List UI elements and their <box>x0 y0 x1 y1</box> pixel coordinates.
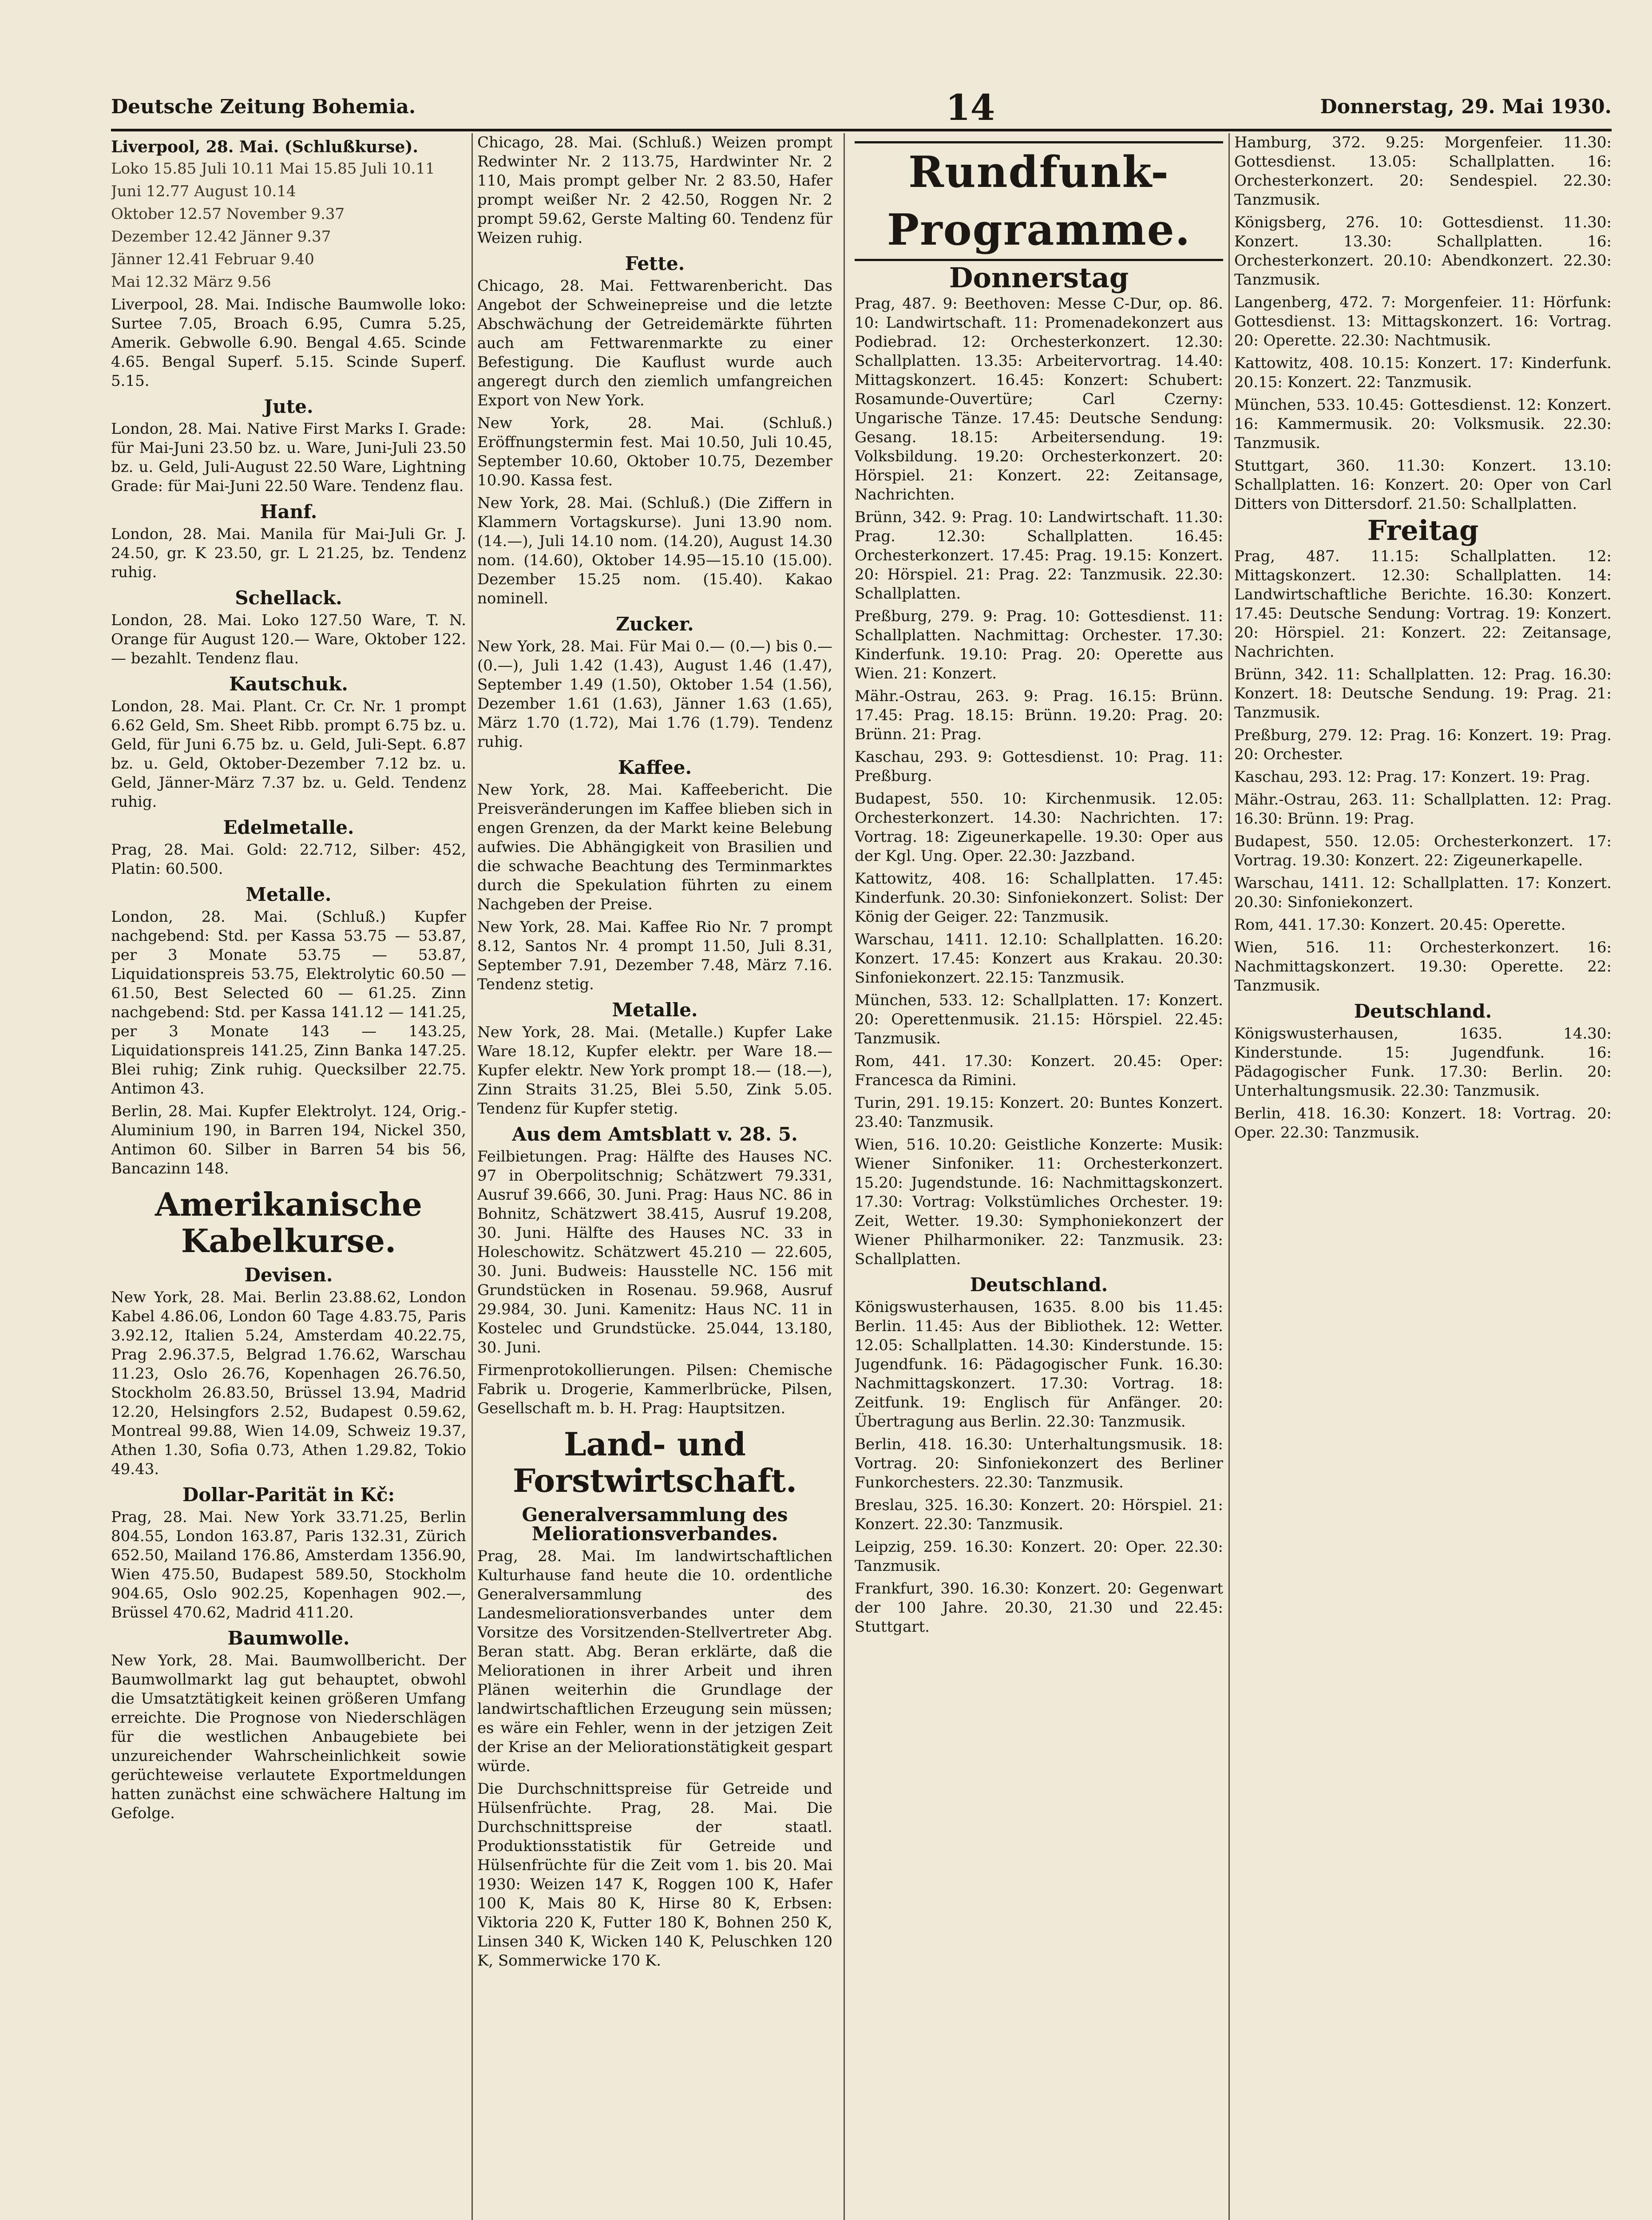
article-text: Chicago, 28. Mai. (Schluß.) Weizen prompt Redwinter Nr. 2 113.75, Hardwinter Nr. 2 110, Mais prompt gelber Nr. 2 83.50, Hafer prompt weißer Nr. 2 42.50, Roggen Nr. 2 prompt 59.62, Gerste Malting 60. Tendenz für Weizen ruhig. <box>477 134 832 247</box>
program-entry: Wien, 516. 11: Orchesterkonzert. 16: Nachmittagskonzert. 19.30: Operette. 22: Tanzmusik. <box>1234 939 1612 995</box>
section-heading: Deutschland. <box>970 1274 1108 1296</box>
article-text: London, 28. Mai. Plant. Cr. Cr. Nr. 1 prompt 6.62 Geld, Sm. Sheet Ribb. prompt 6.75 bz. u. Geld, für Juni 6.75 bz. u. Geld, Juli-Sept. 6.87 bz. u. Geld, Oktober-Dezember 7.12 bz. u. Geld, Jänner-März 7.37 bz. u. Geld. Tendenz ruhig. <box>111 698 466 811</box>
day-heading: Freitag <box>1367 514 1479 547</box>
column-divider <box>1228 133 1230 2220</box>
article-text: Prag, 28. Mai. New York 33.71.25, Berlin 804.55, London 163.87, Paris 132.31, Zürich 652.50, Mailand 176.86, Amsterdam 1356.90, Wien 475.50, Budapest 589.50, Stockholm 904.65, Oslo 902.25, Kopenhagen 902.—, Brüssel 470.62, Madrid 411.20. <box>111 1508 466 1621</box>
article-text: Prag, 28. Mai. Gold: 22.712, Silber: 452, Platin: 60.500. <box>111 841 466 878</box>
article-text: New York, 28. Mai. Kaffee Rio Nr. 7 prompt 8.12, Santos Nr. 4 prompt 11.50, Juli 8.31, September 7.91, Dezember 7.48, März 7.16. Tendenz stetig. <box>477 918 832 993</box>
market-heading: Liverpool, 28. Mai. (Schlußkurse). <box>111 138 418 156</box>
section-heading: Edelmetalle. <box>223 817 354 838</box>
page-header <box>111 87 1612 127</box>
header-rule <box>111 129 1612 131</box>
program-entry: Brünn, 342. 11: Schallplatten. 12: Prag. 16.30: Konzert. 18: Deutsche Sendung. 19: Prag. 21: Tanzmusik. <box>1234 666 1612 722</box>
market-line: Loko 15.85 Juli 10.11 Mai 15.85 Juli 10.11 <box>111 160 435 178</box>
program-entry: Rom, 441. 17.30: Konzert. 20.45: Operette. <box>1234 916 1566 934</box>
section-heading: Kautschuk. <box>229 673 348 695</box>
market-line: Dezember 12.42 Jänner 9.37 <box>111 228 331 246</box>
section-heading: Kaffee. <box>618 757 692 778</box>
program-entry: Breslau, 325. 16.30: Konzert. 20: Hörspiel. 21: Konzert. 22.30: Tanzmusik. <box>855 1496 1223 1533</box>
article-text: London, 28. Mai. Native First Marks I. Grade: für Mai-Juni 23.50 bz. u. Ware, Juni-Juli 23.50 bz. u. Geld, Juli-August 22.50 Ware, Lightning Grade: für Mai-Juni 22.50 Ware. Tendenz flau. <box>111 420 466 495</box>
section-heading: Devisen. <box>244 1264 333 1286</box>
section-title: Land- und Forstwirtschaft. <box>512 1425 797 1499</box>
article-text: Die Durchschnittspreise für Getreide und Hülsenfrüchte. Prag, 28. Mai. Die Durchschnittspreise der staatl. Produktionsstatistik für Getreide und Hülsenfrüchte für die Zeit vom 1. bis 20. Mai 1930: Weizen 147 K, Roggen 100 K, Hafer 100 K, Mais 80 K, Hirse 80 K, Erbsen: Viktoria 220 K, Futter 180 K, Bohnen 250 K, Linsen 340 K, Wicken 140 K, Peluschken 120 K, Sommerwicke 170 K. <box>477 1780 832 1970</box>
program-entry: Turin, 291. 19.15: Konzert. 20: Buntes Konzert. 23.40: Tanzmusik. <box>855 1094 1223 1131</box>
article-text: New York, 28. Mai. Baumwollbericht. Der Baumwollmarkt lag gut behauptet, obwohl die Umsatztätigkeit keinen größeren Umfang erreichte. Die Prognose von Niederschlägen für die westlichen Anbaugebiete bei unzureichender Wahrscheinlichkeit sowie gerüchteweise verlautete Exportmeldungen hatten zunächst eine schwächere Haltung im Gefolge. <box>111 1652 466 1822</box>
article-text: New York, 28. Mai. Berlin 23.88.62, London Kabel 4.86.06, London 60 Tage 4.83.75, Paris 3.92.12, Italien 5.24, Amsterdam 40.22.75, Prag 2.96.37.5, Belgrad 1.76.62, Warschau 11.23, Oslo 26.76, Kopenhagen 26.76.50, Stockholm 26.83.50, Brüssel 13.94, Madrid 12.20, Helsingfors 2.52, Budapest 0.59.62, Montreal 99.88, Wien 14.09, Schweiz 19.37, Athen 1.30, Sofia 0.73, Athen 1.29.82, Tokio 49.43. <box>111 1288 466 1478</box>
column-3 <box>855 133 1223 2220</box>
article-text: New York, 28. Mai. Kaffeebericht. Die Preisveränderungen im Kaffee blieben sich in engen Grenzen, da der Markt keine Belebung aufwies. Die Abhängigkeit von Brasilien und die schwache Beachtung des Terminmarktes durch die Spekulation führten zu einem Nachgeben der Preise. <box>477 781 832 913</box>
column-divider <box>844 133 845 2220</box>
section-heading: Metalle. <box>246 884 332 905</box>
program-entry: Hamburg, 372. 9.25: Morgenfeier. 11.30: Gottesdienst. 13.05: Schallplatten. 16: Orchesterkonzert. 20: Sendespiel. 22.30: Tanzmusik. <box>1234 134 1612 209</box>
program-entry: Berlin, 418. 16.30: Konzert. 18: Vortrag. 20: Oper. 22.30: Tanzmusik. <box>1234 1105 1612 1142</box>
program-entry: Mähr.-Ostrau, 263. 9: Prag. 16.15: Brünn. 17.45: Prag. 18.15: Brünn. 19.20: Prag. 20: Brünn. 21: Prag. <box>855 687 1223 743</box>
program-entry: Langenberg, 472. 7: Morgenfeier. 11: Hörfunk: Gottesdienst. 13: Mittagskonzert. 16: Vortrag. 20: Operette. 22.30: Nachtmusik. <box>1234 293 1612 349</box>
article-text: New York, 28. Mai. (Metalle.) Kupfer Lake Ware 18.12, Kupfer elektr. per Ware 18.— Kupfer elektr. New York prompt 18.— (18.—), Zinn Straits 31.25, Blei 5.50, Zink 5.05. Tendenz für Kupfer stetig. <box>477 1023 832 1118</box>
issue-date: Donnerstag, 29. Mai 1930. <box>1320 95 1612 118</box>
section-heading: Schellack. <box>235 587 342 609</box>
column-1 <box>111 133 466 2220</box>
article-text: New York, 28. Mai. (Schluß.) (Die Ziffern in Klammern Vortagskurse). Juni 13.90 nom. (14.—), Juli 14.10 nom. (14.20), August 14.30 nom. (14.60), Oktober 14.95—15.10 (15.00). Dezember 15.25 nom. (15.40). Kakao nominell. <box>477 494 832 607</box>
article-text: Chicago, 28. Mai. Fettwarenbericht. Das Angebot der Schweinepreise und die letzte Abschwächung der Getreidemärkte führten auch am Fettwarenmarkte zu einer Befestigung. Die Kauflust wurde auch angeregt durch den ziemlich umfangreichen Export von New York. <box>477 277 832 409</box>
section-heading: Aus dem Amtsblatt v. 28. 5. <box>512 1123 798 1145</box>
program-entry: Warschau, 1411. 12: Schallplatten. 17: Konzert. 20.30: Sinfoniekonzert. <box>1234 874 1612 911</box>
program-entry: Brünn, 342. 9: Prag. 10: Landwirtschaft. 11.30: Prag. 12.30: Schallplatten. 16.45: Orchesterkonzert. 17.45: Prag. 19.15: Konzert. 20: Hörspiel. 21: Prag. 22: Tanzmusik. 22.30: Schallplatten. <box>855 508 1223 603</box>
program-entry: Königswusterhausen, 1635. 8.00 bis 11.45: Berlin. 11.45: Aus der Bibliothek. 12: Wetter. 12.05: Schallplatten. 14.30: Kinderstunde. 15: Jugendfunk. 16: Pädagogischer Funk. 16.30: Nachmittagskonzert. 17.30: Vortrag. 18: Zeitfunk. 19: Englisch für Anfänger. 20: Übertragung aus Berlin. 22.30: Tanzmusik. <box>855 1298 1223 1431</box>
radio-programs-title: Rundfunk-Programme. <box>855 141 1223 261</box>
program-entry: München, 533. 10.45: Gottesdienst. 12: Konzert. 16: Kammermusik. 20: Volksmusik. 22.30: Tanzmusik. <box>1234 396 1612 452</box>
program-entry: Preßburg, 279. 9: Prag. 10: Gottesdienst. 11: Schallplatten. Nachmittag: Orchester. 17.30: Kinderfunk. 19.10: Prag. 20: Operette aus Wien. 21: Konzert. <box>855 607 1223 682</box>
program-entry: Berlin, 418. 16.30: Unterhaltungsmusik. 18: Vortrag. 20: Sinfoniekonzert des Berliner Funkorchesters. 22.30: Tanzmusik. <box>855 1435 1223 1491</box>
article-text: New York, 28. Mai. (Schluß.) Eröffnungstermin fest. Mai 10.50, Juli 10.45, September 10.60, Oktober 10.75, Dezember 10.90. Kassa fest. <box>477 414 832 489</box>
section-title: Amerikanische Kabelkurse. <box>155 1185 422 1260</box>
column-divider <box>471 133 473 2220</box>
market-line: Mai 12.32 März 9.56 <box>111 273 271 291</box>
article-text: Berlin, 28. Mai. Kupfer Elektrolyt. 124, Orig.-Aluminium 190, in Barren 194, Nickel 350, Antimon 60. Silber in Barren 54 bis 56, Bancazinn 148. <box>111 1102 466 1177</box>
program-entry: Königsberg, 276. 10: Gottesdienst. 11.30: Konzert. 13.30: Schallplatten. 16: Orchesterkonzert. 20.10: Abendkonzert. 22.30: Tanzmusik. <box>1234 214 1612 289</box>
program-entry: Kaschau, 293. 12: Prag. 17: Konzert. 19: Prag. <box>1234 768 1591 786</box>
section-heading: Hanf. <box>260 501 317 523</box>
masthead-left: Deutsche Zeitung Bohemia. <box>111 95 416 118</box>
day-heading: Donnerstag <box>949 262 1129 294</box>
program-entry: Kaschau, 293. 9: Gottesdienst. 10: Prag. 11: Preßburg. <box>855 748 1223 785</box>
program-entry: Warschau, 1411. 12.10: Schallplatten. 16.20: Konzert. 17.45: Konzert aus Krakau. 20.30: Sinfoniekonzert. 22.15: Tanzmusik. <box>855 931 1223 987</box>
article-text: Firmenprotokollierungen. Pilsen: Chemische Fabrik u. Drogerie, Kammerlbrücke, Pilsen, Gesellschaft m. b. H. Prag: Hauptsitzen. <box>477 1361 832 1417</box>
program-entry: Prag, 487. 9: Beethoven: Messe C-Dur, op. 86. 10: Landwirtschaft. 11: Promenadekonzert aus Podiebrad. 12: Orchesterkonzert. 12.30: Schallplatten. 13.35: Arbeitervortrag. 14.40: Mittagskonzert. 16.45: Konzert: Schubert: Rosamunde-Ouvertüre; Carl Czerny: Ungarische Tänze. 17.45: Deutsche Sendung: Gesang. 18.15: Arbeitersendung. 19: Volksbildung. 19.20: Orchesterkonzert. 20: Hörspiel. 21: Konzert. 22: Zeitansage, Nachrichten. <box>855 295 1223 503</box>
page-number: 14 <box>946 87 995 128</box>
article-text: London, 28. Mai. (Schluß.) Kupfer nachgebend: Std. per Kassa 53.75 — 53.87, per 3 Monate 53.75 — 53.87, Liquidationspreis 53.75, Elektrolytic 60.50 — 61.50, Best Selected 60 — 61.25. Zinn nachgebend: Std. per Kassa 141.12 — 141.25, per 3 Monate 143 — 143.25, Liquidationspreis 141.25, Zinn Banka 147.25. Blei ruhig; Zink ruhig. Quecksilber 22.75. Antimon 43. <box>111 908 466 1098</box>
article-text: Prag, 28. Mai. Im landwirtschaftlichen Kulturhause fand heute die 10. ordentliche Generalversammlung des Landesmeliorationsverbandes unter dem Vorsitze des Vorsitzenden-Stellvertreter Abg. Beran statt. Abg. Beran erklärte, daß die Meliorationen in ihrer Arbeit und ihren Plänen weiterhin die Grundlage der landwirtschaftlichen Erzeugung sein müssen; es wäre ein Fehler, wenn in der jetzigen Zeit der Krise an der Meliorationstätigkeit gespart würde. <box>477 1547 832 1775</box>
article-text: London, 28. Mai. Manila für Mai-Juli Gr. J. 24.50, gr. K 23.50, gr. L 21.25, bz. Tendenz ruhig. <box>111 525 466 581</box>
program-entry: Mähr.-Ostrau, 263. 11: Schallplatten. 12: Prag. 16.30: Brünn. 19: Prag. <box>1234 791 1612 828</box>
column-4 <box>1234 133 1612 2220</box>
program-entry: Stuttgart, 360. 11.30: Konzert. 13.10: Schallplatten. 16: Konzert. 20: Oper von Carl Ditters von Dittersdorf. 21.50: Schallplatten. <box>1234 457 1612 513</box>
section-heading: Baumwolle. <box>227 1627 350 1649</box>
program-entry: Budapest, 550. 10: Kirchenmusik. 12.05: Orchesterkonzert. 14.30: Nachrichten. 17: Vortrag. 18: Zigeunerkapelle. 19.30: Oper aus der Kgl. Ung. Oper. 22.30: Jazzband. <box>855 790 1223 865</box>
section-heading: Deutschland. <box>1354 1000 1492 1022</box>
article-text: London, 28. Mai. Loko 127.50 Ware, T. N. Orange für August 120.— Ware, Oktober 122.— bezahlt. Tendenz flau. <box>111 611 466 667</box>
column-2 <box>477 133 832 2220</box>
article-text: Feilbietungen. Prag: Hälfte des Hauses NC. 97 in Oberpolitschnig; Schätzwert 79.331, Ausruf 39.666, 30. Juni. Prag: Haus NC. 86 in Bohnitz, Schätzwert 38.415, Ausruf 19.208, 30. Juni. Hälfte des Hauses NC. 33 in Holeschowitz. Schätzwert 45.210 — 22.605, 30. Juni. Budweis: Hausstelle NC. 156 mit Grundstücken in Rosenau. 59.968, Ausruf 29.984, 30. Juni. Kamenitz: Haus NC. 11 in Kostelec und Grundstücke. 25.044, 13.180, 30. Juni. <box>477 1148 832 1356</box>
market-line: Juni 12.77 August 10.14 <box>111 182 296 200</box>
program-entry: Kattowitz, 408. 16: Schallplatten. 17.45: Kinderfunk. 20.30: Sinfoniekonzert. Solist: Der König der Geiger. 22: Tanzmusik. <box>855 870 1223 926</box>
section-heading: Jute. <box>264 396 313 417</box>
program-entry: Frankfurt, 390. 16.30: Konzert. 20: Gegenwart der 100 Jahre. 20.30, 21.30 und 22.45: Stuttgart. <box>855 1580 1223 1636</box>
program-entry: Prag, 487. 11.15: Schallplatten. 12: Mittagskonzert. 12.30: Schallplatten. 14: Landwirtschaftliche Berichte. 16.30: Konzert. 17.45: Deutsche Sendung: Vortrag. 19: Konzert. 20: Hörspiel. 21: Konzert. 22: Zeitansage, Nachrichten. <box>1234 547 1612 661</box>
program-entry: Leipzig, 259. 16.30: Konzert. 20: Oper. 22.30: Tanzmusik. <box>855 1538 1223 1575</box>
section-heading: Fette. <box>625 253 685 274</box>
program-entry: Kattowitz, 408. 10.15: Konzert. 17: Kinderfunk. 20.15: Konzert. 22: Tanzmusik. <box>1234 354 1612 391</box>
section-heading: Zucker. <box>616 613 694 635</box>
program-entry: Preßburg, 279. 12: Prag. 16: Konzert. 19: Prag. 20: Orchester. <box>1234 726 1612 763</box>
program-entry: München, 533. 12: Schallplatten. 17: Konzert. 20: Operettenmusik. 21.15: Hörspiel. 22.45: Tanzmusik. <box>855 991 1223 1047</box>
article-text: New York, 28. Mai. Für Mai 0.— (0.—) bis 0.— (0.—), Juli 1.42 (1.43), August 1.46 (1.47), September 1.49 (1.50), Oktober 1.54 (1.56), Dezember 1.61 (1.63), Jänner 1.63 (1.65), März 1.70 (1.72), Mai 1.76 (1.79). Tendenz ruhig. <box>477 638 832 751</box>
article-text: Liverpool, 28. Mai. Indische Baumwolle loko: Surtee 7.05, Broach 6.95, Cumra 5.25, Amerik. Gebwolle 6.90. Bengal 4.65. Scinde 4.65. Bengal Superf. 5.15. Scinde Superf. 5.15. <box>111 296 466 390</box>
section-heading: Metalle. <box>612 999 698 1021</box>
program-entry: Budapest, 550. 12.05: Orchesterkonzert. 17: Vortrag. 19.30: Konzert. 22: Zigeunerkapelle. <box>1234 832 1612 869</box>
program-entry: Rom, 441. 17.30: Konzert. 20.45: Oper: Francesca da Rimini. <box>855 1052 1223 1089</box>
section-heading: Dollar-Parität in Kč: <box>182 1484 395 1506</box>
program-entry: Wien, 516. 10.20: Geistliche Konzerte: Musik: Wiener Sinfoniker. 11: Orchesterkonzert. 15.20: Jugendstunde. 16: Nachmittagskonzert. 17.30: Vortrag: Volkstümliches Orchester. 19: Zeit, Wetter. 19.30: Symphoniekonzert der Wiener Philharmoniker. 22: Tanzmusik. 23: Schallplatten. <box>855 1136 1223 1268</box>
market-line: Jänner 12.41 Februar 9.40 <box>111 250 314 268</box>
market-line: Oktober 12.57 November 9.37 <box>111 205 345 223</box>
section-heading: Generalversammlung des Meliorationsverbandes. <box>522 1504 788 1545</box>
program-entry: Königswusterhausen, 1635. 14.30: Kinderstunde. 15: Jugendfunk. 16: Pädagogischer Funk. 17.30: Berlin. 20: Unterhaltungsmusik. 22.30: Tanzmusik. <box>1234 1025 1612 1100</box>
